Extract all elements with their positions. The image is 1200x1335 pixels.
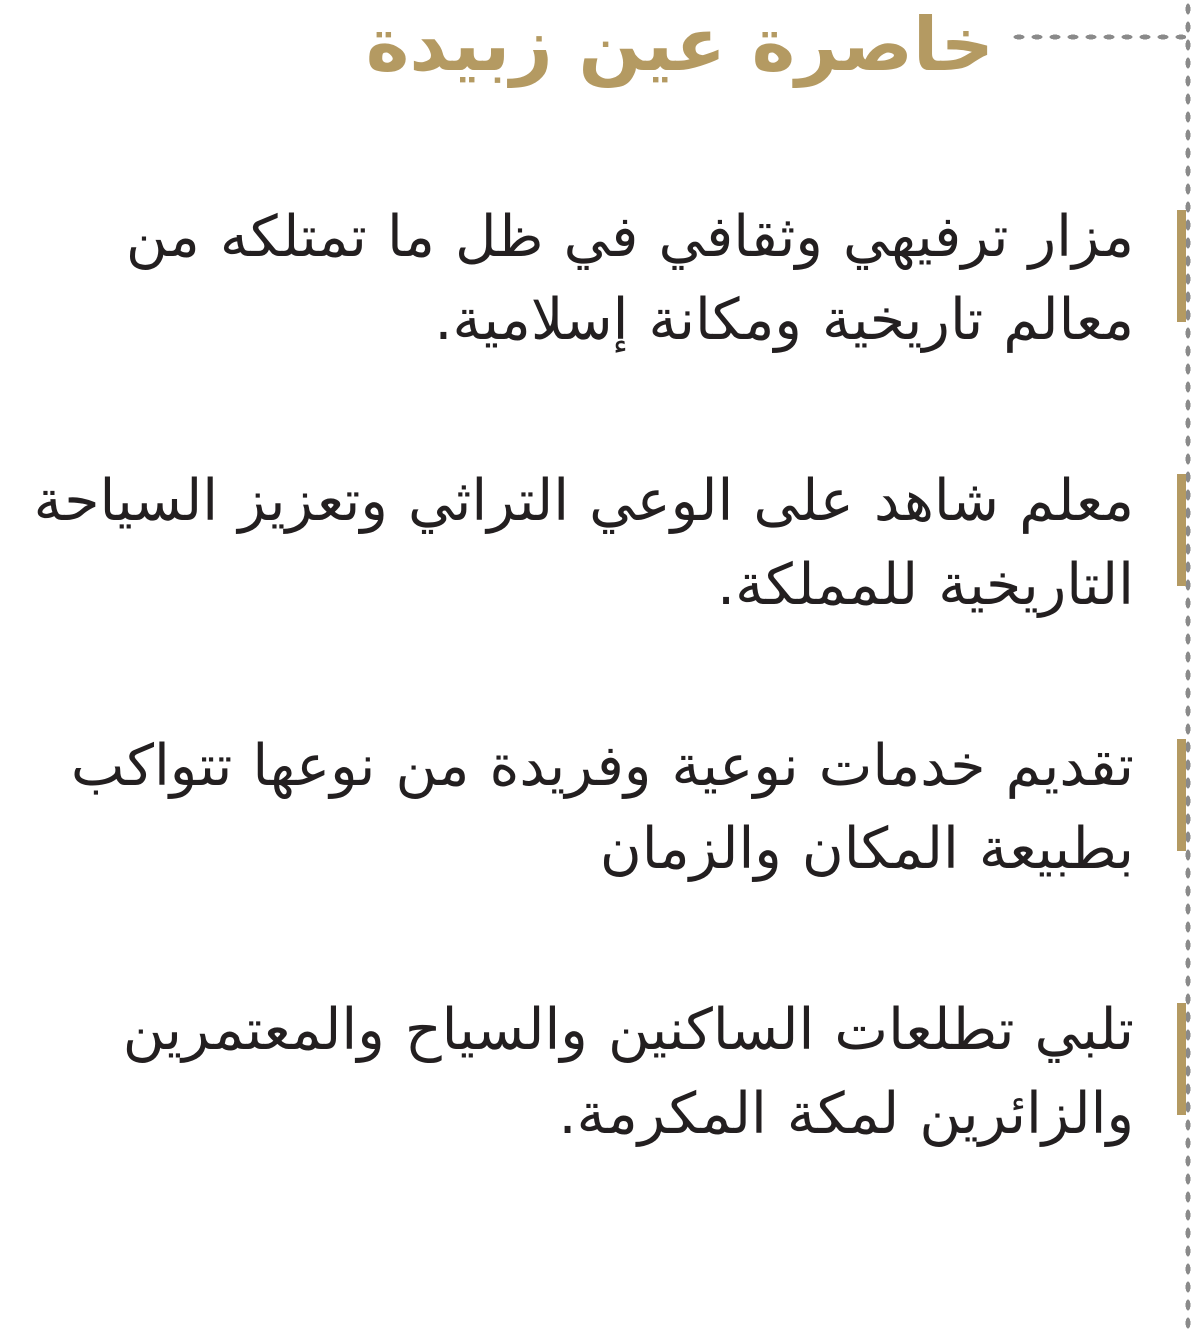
bullet-marker-icon bbox=[1177, 210, 1186, 322]
list-item-text: تقديم خدمات نوعية وفريدة من نوعها تتواكب بطبيعة المكان والزمان bbox=[70, 732, 1134, 883]
bullet-marker-icon bbox=[1177, 474, 1186, 586]
list-item-text: معلم شاهد على الوعي التراثي وتعزيز السياحة التاريخية للمملكة. bbox=[33, 468, 1134, 618]
dotted-rail-horizontal bbox=[1010, 33, 1186, 41]
list-item-text: تلبي تطلعات الساكنين والسياح والمعتمرين والزائرين لمكة المكرمة. bbox=[122, 997, 1134, 1147]
dotted-rail-vertical bbox=[1184, 0, 1192, 1335]
list-item bbox=[10, 196, 1164, 362]
list-item bbox=[10, 460, 1164, 626]
list-item-text: مزار ترفيهي وثقافي في ظل ما تمتلكه من معالم تاريخية ومكانة إسلامية. bbox=[125, 204, 1134, 354]
list-item bbox=[10, 725, 1164, 891]
bullet-list bbox=[10, 196, 1164, 1156]
bullet-marker-icon bbox=[1177, 739, 1186, 851]
list-item bbox=[10, 989, 1164, 1155]
bullet-marker-icon bbox=[1177, 1003, 1186, 1115]
page-title: خاصرة عين زبيدة bbox=[365, 2, 994, 88]
